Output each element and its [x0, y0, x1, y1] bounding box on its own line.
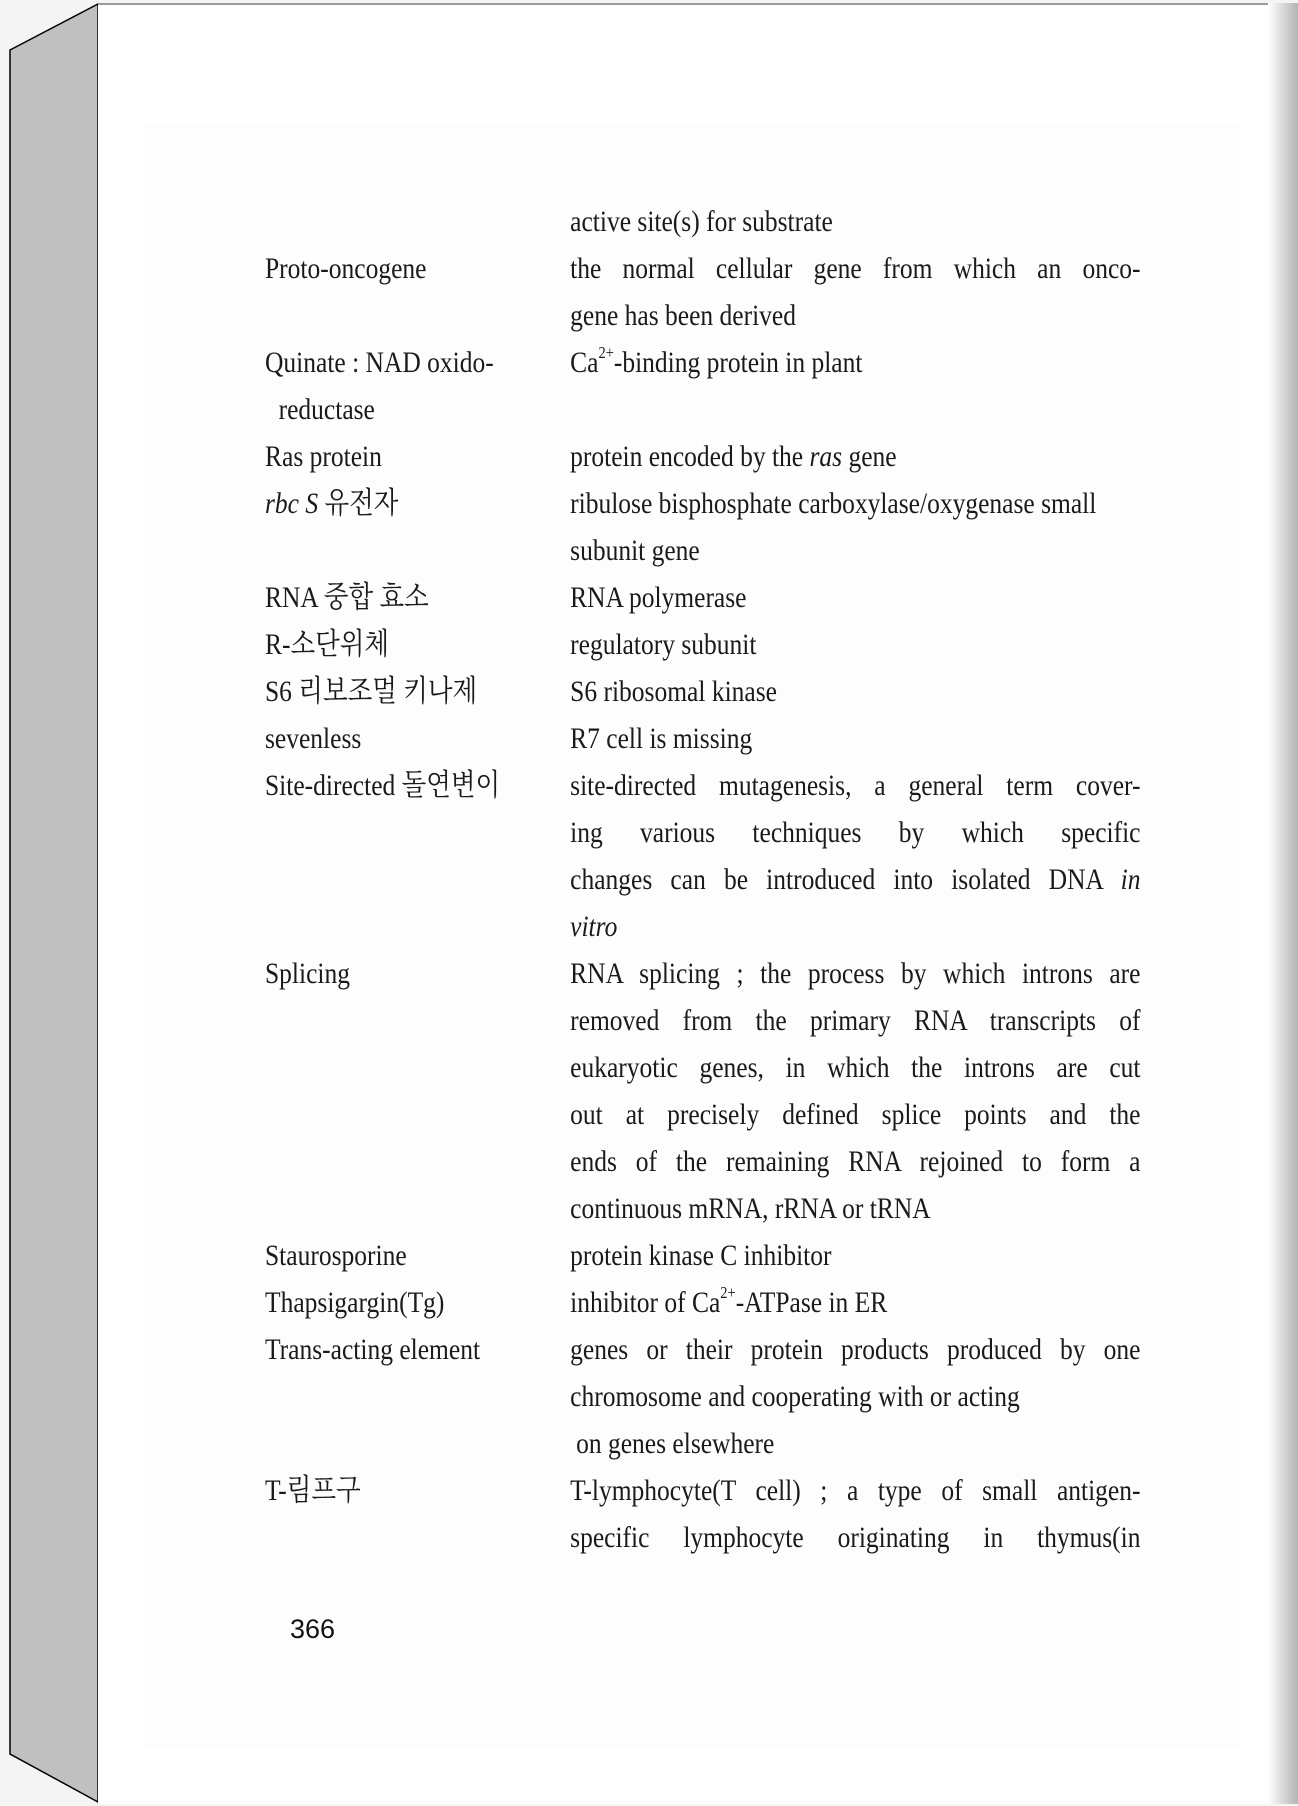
glossary-term — [265, 715, 361, 762]
glossary-term — [265, 1279, 444, 1326]
glossary-line — [265, 1514, 1140, 1561]
glossary-line — [265, 245, 1140, 292]
glossary-definition — [570, 762, 1140, 809]
text-run: Ca — [570, 345, 599, 379]
glossary-line — [265, 1138, 1140, 1185]
glossary-definition — [570, 1091, 1140, 1138]
text-run: ribulose bisphosphate carboxylase/oxygenase small — [570, 486, 1097, 520]
text-run: in — [1120, 862, 1141, 896]
glossary-definition — [570, 245, 1140, 292]
text-run: vitro — [570, 909, 618, 943]
text-run: Staurosporine — [265, 1238, 407, 1272]
glossary-line — [265, 1044, 1140, 1091]
text-run: Thapsigargin(Tg) — [265, 1285, 445, 1319]
text-run: chromosome and cooperating with or acting — [570, 1379, 1020, 1413]
glossary-line — [265, 433, 1140, 480]
text-run: Quinate : NAD oxido- — [265, 345, 494, 379]
glossary-definition — [570, 668, 1140, 715]
superscript: 2+ — [598, 342, 614, 362]
glossary-line — [265, 1232, 1140, 1279]
glossary-definition — [570, 997, 1140, 1044]
text-run: S6 ribosomal kinase — [570, 674, 777, 708]
text-run: site-directed mutagenesis, a general term cover- — [570, 768, 1141, 802]
text-run: protein kinase C inhibitor — [570, 1238, 832, 1272]
glossary-definition — [570, 1138, 1140, 1185]
text-run: gene has been derived — [570, 298, 797, 332]
glossary-definition — [570, 1232, 1140, 1279]
text-run: RNA 중합 효소 — [265, 580, 429, 614]
glossary-list — [265, 0, 1140, 1806]
glossary-definition — [570, 903, 1140, 950]
text-run: 유전자 — [318, 486, 399, 520]
text-run: R7 cell is missing — [570, 721, 753, 755]
glossary-line — [265, 950, 1140, 997]
glossary-line — [265, 903, 1140, 950]
glossary-term — [265, 574, 429, 621]
text-run: gene — [842, 439, 897, 473]
glossary-term — [265, 480, 398, 527]
glossary-line — [265, 762, 1140, 809]
glossary-line — [265, 1091, 1140, 1138]
superscript: 2+ — [720, 1282, 736, 1302]
glossary-definition — [570, 339, 1140, 386]
page-number: 366 — [290, 1614, 336, 1644]
glossary-line — [265, 1185, 1140, 1232]
glossary-line — [265, 574, 1140, 621]
text-run: -ATPase in ER — [735, 1285, 888, 1319]
glossary-line — [265, 1326, 1140, 1373]
glossary-line — [265, 1420, 1140, 1467]
glossary-definition — [570, 292, 1140, 339]
glossary-definition — [570, 1326, 1140, 1373]
text-run: specific lymphocyte originating in thymus(in — [570, 1520, 1141, 1554]
glossary-line — [265, 1279, 1140, 1326]
glossary-definition — [570, 856, 1140, 903]
text-run: ends of the remaining RNA rejoined to form a — [570, 1144, 1141, 1178]
glossary-term — [265, 1232, 407, 1279]
text-run: on genes elsewhere — [576, 1426, 775, 1460]
glossary-definition — [570, 621, 1140, 668]
text-run: -binding protein in plant — [613, 345, 863, 379]
glossary-definition — [570, 198, 1140, 245]
text-run: sevenless — [265, 721, 362, 755]
text-run: Proto-oncogene — [265, 251, 427, 285]
glossary-definition — [570, 950, 1140, 997]
text-run: rbc S — [265, 486, 319, 520]
glossary-line — [265, 997, 1140, 1044]
glossary-line — [265, 198, 1140, 245]
glossary-definition — [570, 1373, 1140, 1420]
text-run: Ras protein — [265, 439, 382, 473]
text-run: T-lymphocyte(T cell) ; a type of small antigen- — [570, 1473, 1141, 1507]
glossary-line — [265, 668, 1140, 715]
text-run: T-림프구 — [265, 1473, 361, 1507]
text-run: eukaryotic genes, in which the introns are cut — [570, 1050, 1141, 1084]
glossary-line — [265, 1373, 1140, 1420]
glossary-term — [265, 762, 500, 809]
glossary-term — [265, 339, 494, 386]
glossary-definition — [570, 1185, 1140, 1232]
text-run: active site(s) for substrate — [570, 204, 833, 238]
glossary-term — [265, 433, 382, 480]
book-spine-edge — [0, 0, 100, 1806]
text-run: R-소단위체 — [265, 627, 390, 661]
glossary-definition — [570, 809, 1140, 856]
glossary-line — [265, 1467, 1140, 1514]
glossary-definition — [576, 1420, 1146, 1467]
glossary-definition — [570, 1279, 1140, 1326]
glossary-definition — [570, 433, 1140, 480]
glossary-line — [265, 621, 1140, 668]
text-run: Splicing — [265, 956, 351, 990]
text-run: Site-directed 돌연변이 — [265, 768, 501, 802]
glossary-term — [265, 668, 477, 715]
glossary-term — [265, 245, 426, 292]
text-run: Trans-acting element — [265, 1332, 481, 1366]
glossary-line — [265, 386, 1140, 433]
glossary-line — [265, 292, 1140, 339]
glossary-term — [265, 1467, 361, 1514]
glossary-line — [265, 809, 1140, 856]
glossary-line — [265, 856, 1140, 903]
text-run: ras — [809, 439, 843, 473]
glossary-definition — [570, 1514, 1140, 1561]
text-run: regulatory subunit — [570, 627, 757, 661]
text-run: S6 리보조멀 키나제 — [265, 674, 478, 708]
text-run: removed from the primary RNA transcripts of — [570, 1003, 1141, 1037]
text-run: ing various techniques by which specific — [570, 815, 1141, 849]
text-run: changes can be introduced into isolated DNA — [570, 862, 1121, 896]
text-run: the normal cellular gene from which an onco- — [570, 251, 1141, 285]
glossary-definition — [570, 574, 1140, 621]
glossary-definition — [570, 1467, 1140, 1514]
glossary-term — [279, 386, 375, 433]
page-edge-shadow — [1268, 3, 1298, 1804]
text-run: inhibitor of Ca — [570, 1285, 721, 1319]
text-run: subunit gene — [570, 533, 700, 567]
glossary-definition — [570, 1044, 1140, 1091]
text-run: out at precisely defined splice points and the — [570, 1097, 1141, 1131]
text-run: reductase — [278, 392, 375, 426]
glossary-term — [265, 950, 350, 997]
glossary-line — [265, 715, 1140, 762]
text-run: genes or their protein products produced by one — [570, 1332, 1141, 1366]
text-run: RNA splicing ; the process by which introns are — [570, 956, 1141, 990]
text-run: protein encoded by the — [570, 439, 810, 473]
glossary-line — [265, 339, 1140, 386]
glossary-line — [265, 527, 1140, 574]
glossary-definition — [570, 527, 1140, 574]
text-run: RNA polymerase — [570, 580, 747, 614]
glossary-line — [265, 480, 1140, 527]
glossary-definition — [570, 715, 1140, 762]
glossary-term — [265, 621, 389, 668]
glossary-definition — [570, 480, 1140, 527]
glossary-term — [265, 1326, 480, 1373]
text-run: continuous mRNA, rRNA or tRNA — [570, 1191, 931, 1225]
